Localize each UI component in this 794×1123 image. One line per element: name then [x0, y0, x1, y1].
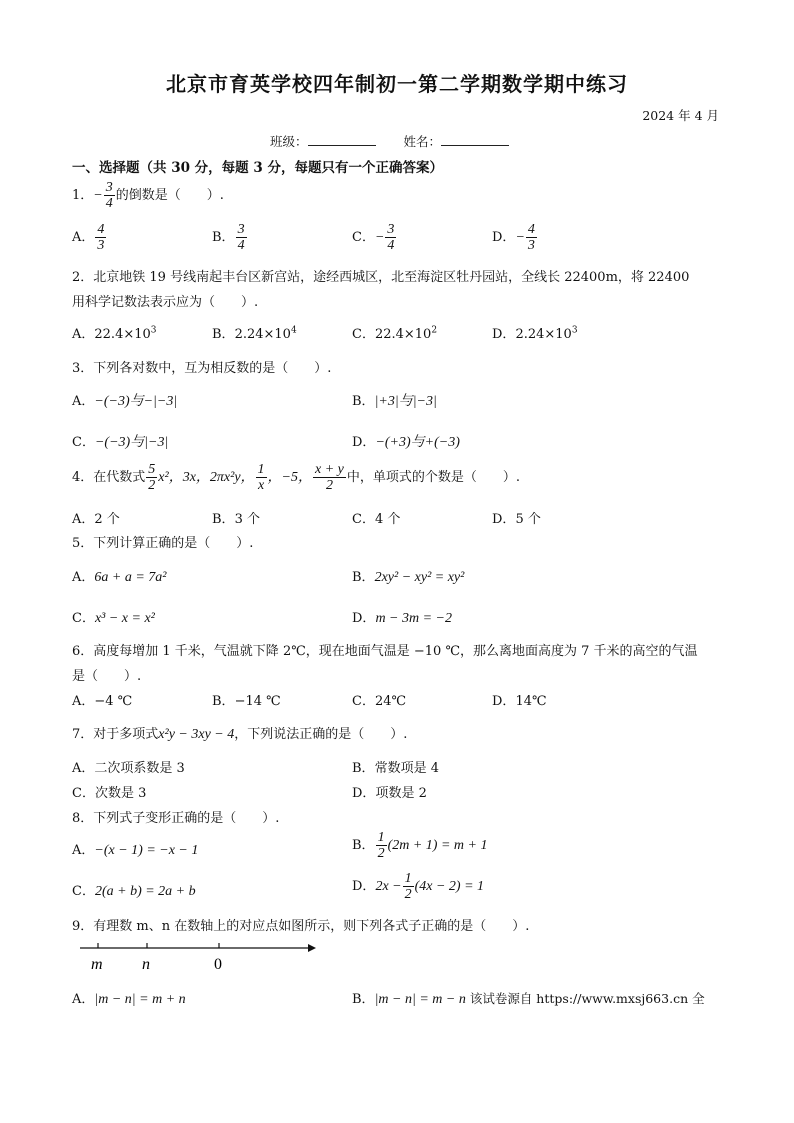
q5-option-c[interactable]: C．x³ − x = x²: [72, 611, 155, 626]
q2-line2: 用科学记数法表示应为（ ）.: [72, 295, 259, 310]
q5-option-a[interactable]: A．6a + a = 7a²: [72, 570, 167, 585]
q6-option-a[interactable]: A．−4 ℃: [72, 694, 133, 709]
q1-sign: −: [93, 188, 103, 203]
origin-label: 0: [214, 956, 222, 973]
question-4: 4．在代数式 $\frac{5}{2}$ x²，3x，2πx²y， $\frac{1}{x}$ ，−5， $\frac{x + y}{2}$ 中，单项式的个数是（ ）.: [72, 462, 521, 493]
q6-option-b[interactable]: B．−14 ℃: [212, 694, 281, 709]
q7-option-c[interactable]: C．次数是 3: [72, 786, 147, 801]
q1-option-d[interactable]: D．− $\frac{4}{3}$: [492, 222, 535, 253]
q3-option-a[interactable]: A．−(−3)与−|−3|: [72, 394, 178, 409]
source-footer: 该试卷源自 https://www.mxsj663.cn 全: [469, 991, 705, 1006]
q9-option-b[interactable]: B．|m − n| = m − n 该试卷源自 https://www.mxsj663.cn 全: [352, 991, 705, 1007]
page-title: 北京市育英学校四年制初一第二学期数学期中练习: [166, 72, 628, 96]
question-1: [72, 180, 224, 211]
q9-option-a[interactable]: A．|m − n| = m + n: [72, 992, 186, 1007]
q5-stem: 5．下列计算正确的是（ ）.: [72, 536, 254, 551]
name-field[interactable]: [441, 133, 509, 146]
q2-line1: 2．北京地铁 19 号线南起丰台区新宫站，途经西城区，北至海淀区牡丹园站，全线长 22400m，将 22400: [72, 270, 690, 285]
q4-option-d[interactable]: D．5 个: [492, 512, 541, 527]
q2-option-a[interactable]: A．$22.4\times 10^3$: [72, 325, 157, 342]
q1-fraction: $\frac{3}{4}$: [105, 180, 113, 211]
q2-option-c[interactable]: C．$22.4\times 10^2$: [352, 325, 438, 342]
q8-option-c[interactable]: C．2(a + b) = 2a + b: [72, 884, 196, 899]
q7-option-a[interactable]: A．二次项系数是 3: [72, 761, 185, 776]
q6-option-c[interactable]: C．24℃: [352, 694, 407, 709]
q4-option-a[interactable]: A．2 个: [72, 512, 120, 527]
number-line: [80, 940, 320, 974]
q1-option-c[interactable]: C．− $\frac{3}{4}$: [352, 222, 395, 253]
q1-option-b[interactable]: B． $\frac{3}{4}$: [212, 222, 245, 253]
name-label: 姓名：: [403, 134, 442, 149]
q7-option-b[interactable]: B．常数项是 4: [352, 761, 439, 776]
section-title: 一、选择题（共 30 分，每题 3 分，每题只有一个正确答案）: [72, 160, 443, 176]
q6-option-d[interactable]: D．14℃: [492, 694, 547, 709]
q5-option-d[interactable]: D．m − 3m = −2: [352, 611, 452, 626]
q4-option-c[interactable]: C．4 个: [352, 512, 401, 527]
q1-option-a[interactable]: A． $\frac{4}{3}$: [72, 222, 105, 253]
q8-option-a[interactable]: A．−(x − 1) = −x − 1: [72, 843, 199, 858]
q3-option-d[interactable]: D．−(+3)与+(−3): [352, 435, 460, 450]
q1-tail: 的倒数是（ ）.: [115, 188, 224, 203]
point-m-label: m: [91, 956, 103, 973]
q6-line2: 是（ ）.: [72, 669, 142, 684]
q2-option-b[interactable]: B．$2.24\times 10^4$: [212, 325, 297, 342]
class-field[interactable]: [308, 133, 376, 146]
q9-stem: 9．有理数 m、n 在数轴上的对应点如图所示，则下列各式子正确的是（ ）.: [72, 919, 530, 934]
q4-option-b[interactable]: B．3 个: [212, 512, 260, 527]
exam-date: 2024 年 4 月: [642, 108, 719, 123]
q2-option-d[interactable]: D．$2.24\times 10^3$: [492, 325, 578, 342]
point-n-label: n: [142, 956, 150, 973]
q1-number: 1．: [72, 188, 94, 203]
q7-option-d[interactable]: D．项数是 2: [352, 786, 427, 801]
class-name-line: [270, 132, 537, 150]
q3-option-c[interactable]: C．−(−3)与|−3|: [72, 435, 169, 450]
class-label: 班级：: [270, 134, 308, 149]
q8-option-b[interactable]: B． $\frac{1}{2}$ (2m + 1) = m + 1: [352, 830, 488, 861]
question-7: 7．对于多项式x²y − 3xy − 4，下列说法正确的是（ ）.: [72, 727, 408, 742]
q5-option-b[interactable]: B．2xy² − xy² = xy²: [352, 570, 465, 585]
q6-line1: 6．高度每增加 1 千米，气温就下降 2℃，现在地面气温是 −10 ℃，那么离地面高度为 7 千米的高空的气温: [72, 644, 698, 659]
q8-option-d[interactable]: D．2x − $\frac{1}{2}$ (4x − 2) = 1: [352, 871, 485, 902]
q3-stem: 3．下列各对数中，互为相反数的是（ ）.: [72, 361, 332, 376]
q3-option-b[interactable]: B．|+3|与|−3|: [352, 394, 437, 409]
q8-stem: 8．下列式子变形正确的是（ ）.: [72, 811, 280, 826]
